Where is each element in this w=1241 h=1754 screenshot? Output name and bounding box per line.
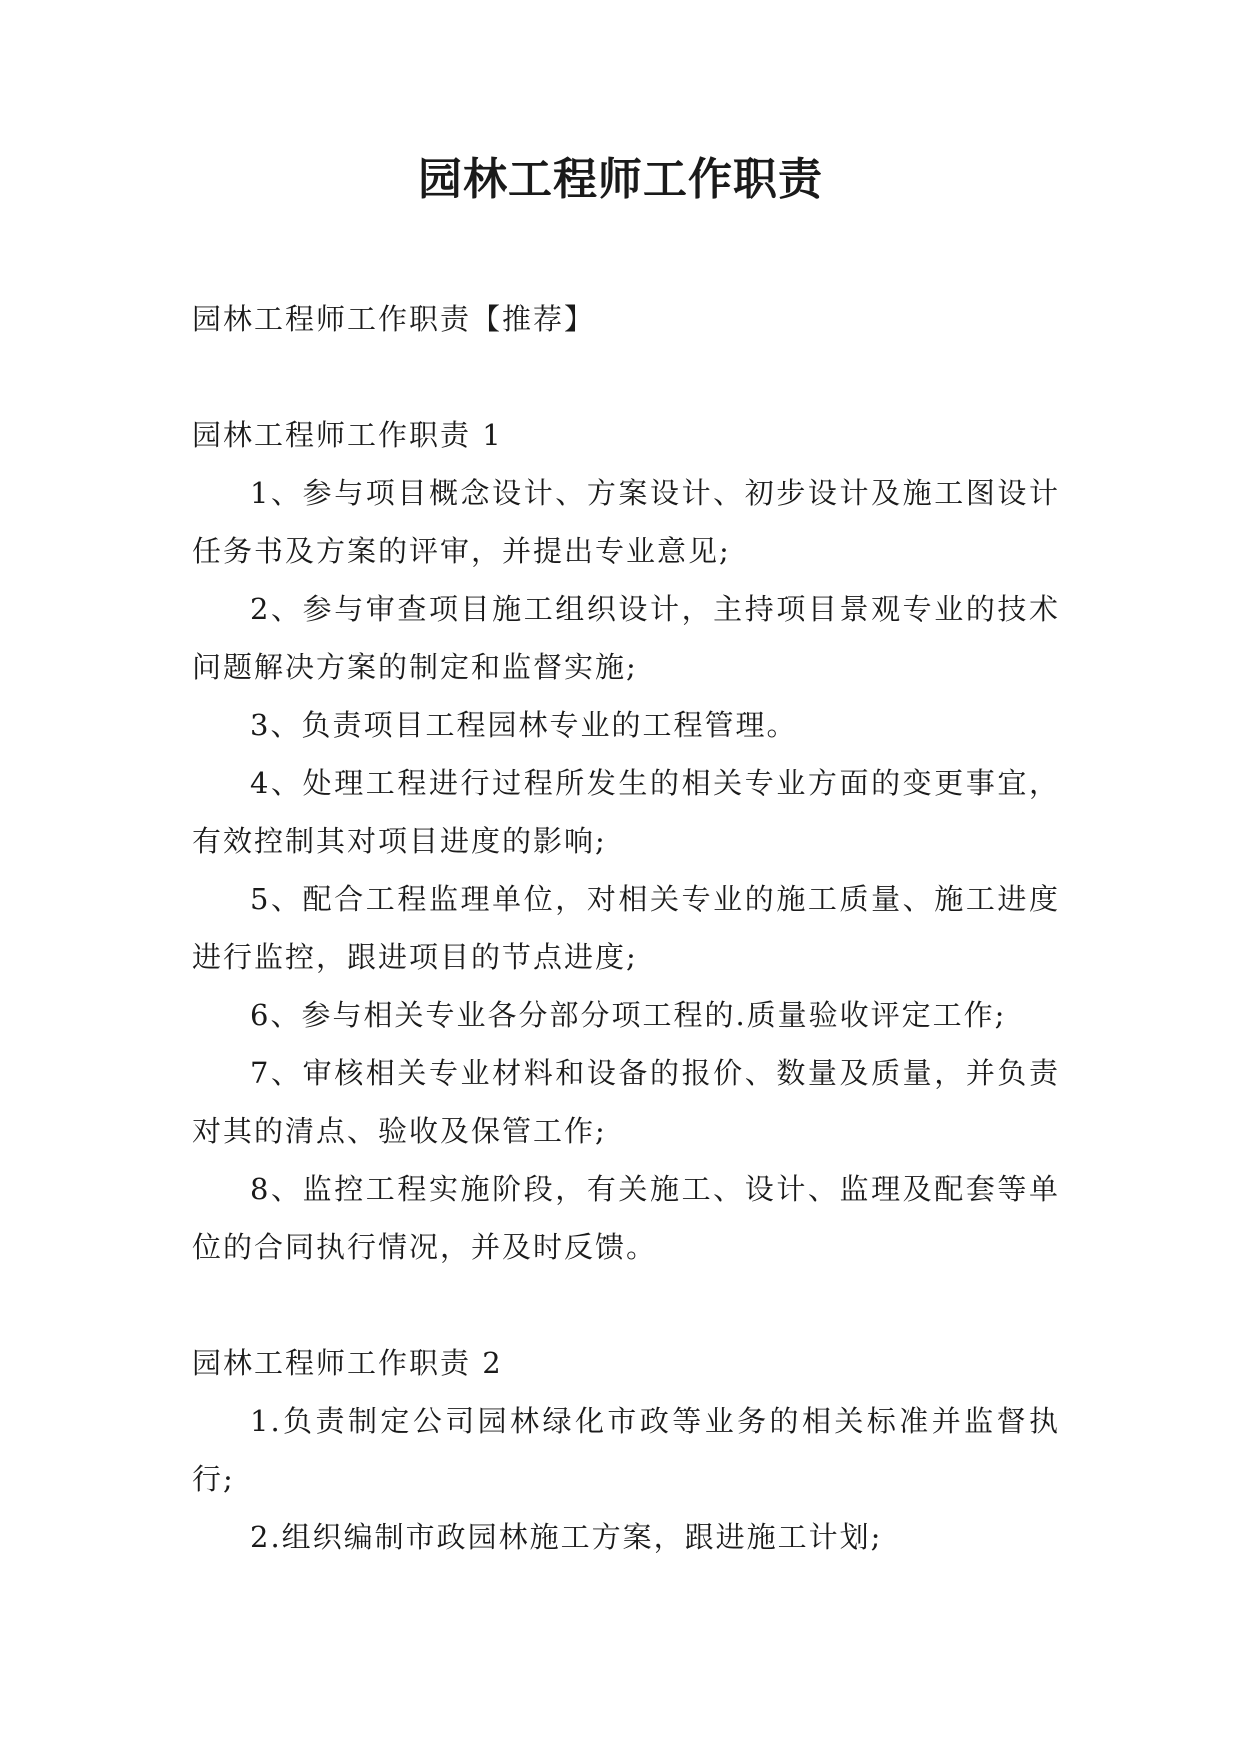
section-heading: 园林工程师工作职责 2 xyxy=(192,1346,503,1380)
section-heading: 园林工程师工作职责 1 xyxy=(192,418,503,452)
list-item: 6、参与相关专业各分部分项工程的.质量验收评定工作; xyxy=(250,998,1007,1032)
list-item: 5、配合工程监理单位，对相关专业的施工质量、施工进度进行监控，跟进项目的节点进度; xyxy=(192,882,1060,974)
document-body xyxy=(192,290,1060,1566)
spacer xyxy=(192,1276,1060,1334)
list-item: 3、负责项目工程园林专业的工程管理。 xyxy=(250,708,798,742)
list-item: 4、处理工程进行过程所发生的相关专业方面的变更事宜，有效控制其对项目进度的影响; xyxy=(192,766,1060,858)
document-title: 园林工程师工作职责 xyxy=(418,154,823,205)
list-item: 1.负责制定公司园林绿化市政等业务的相关标准并监督执行; xyxy=(192,1404,1060,1496)
document-subtitle: 园林工程师工作职责【推荐】 xyxy=(192,302,596,336)
list-item: 8、监控工程实施阶段，有关施工、设计、监理及配套等单位的合同执行情况，并及时反馈。 xyxy=(192,1172,1060,1264)
list-item: 1、参与项目概念设计、方案设计、初步设计及施工图设计任务书及方案的评审，并提出专业意见; xyxy=(192,476,1060,568)
list-item: 2.组织编制市政园林施工方案，跟进施工计划; xyxy=(250,1520,883,1554)
section-1 xyxy=(192,406,1060,1276)
spacer xyxy=(192,348,1060,406)
list-item: 2、参与审查项目施工组织设计，主持项目景观专业的技术问题解决方案的制定和监督实施; xyxy=(192,592,1060,684)
section-2 xyxy=(192,1334,1060,1566)
list-item: 7、审核相关专业材料和设备的报价、数量及质量，并负责对其的清点、验收及保管工作; xyxy=(192,1056,1060,1148)
